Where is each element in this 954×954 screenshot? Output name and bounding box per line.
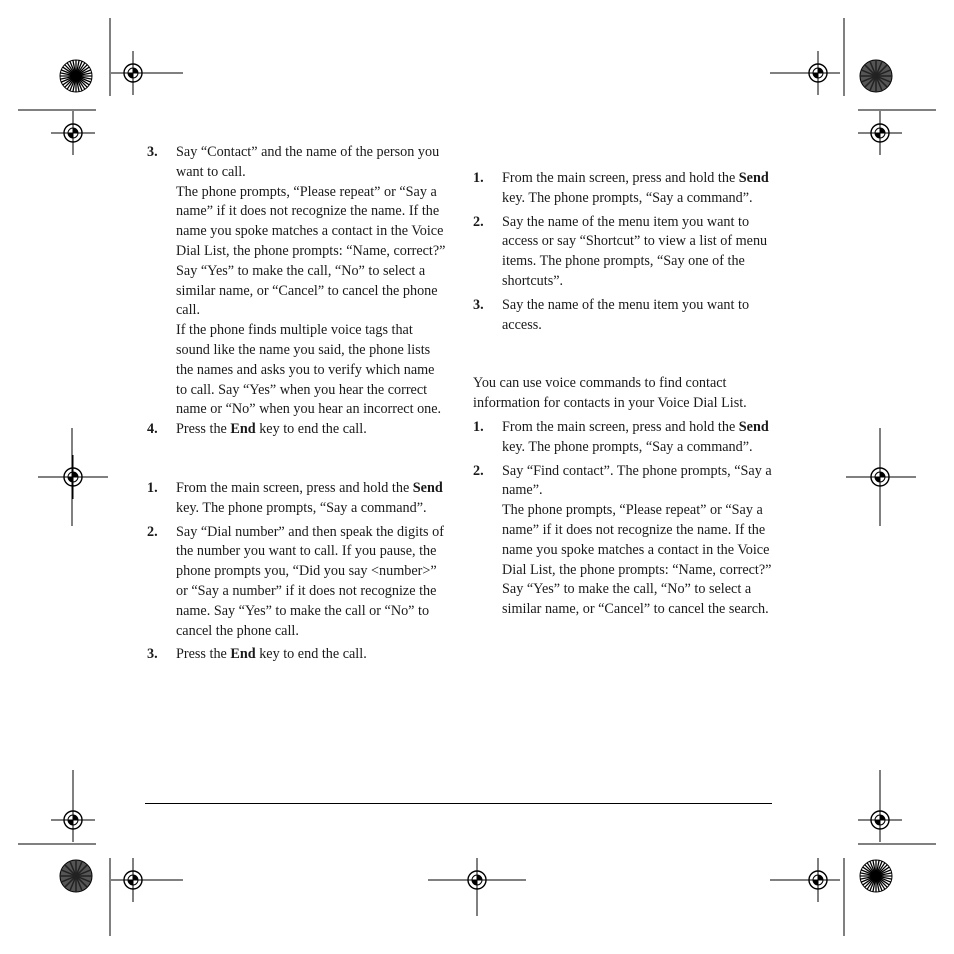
registration-mark-icon [858,111,902,155]
step-text: Say the name of the menu item you want to access or say “Shortcut” to view a list of menu items. The phone prompts, “Say one of the shortcuts”. [502,213,768,289]
step-number: 1. [473,170,484,186]
step-detail: If the phone finds multiple voice tags that sound like the name you said, the phone lists the names and asks you to verify which name to call. Say “Yes” when you hear the correct name or “No” when you hear an incorrect one. [176,322,442,418]
key-name: Send [412,479,443,496]
step-number: 2. [473,462,484,479]
key-name: End [230,646,256,663]
step-number: 2. [473,213,484,230]
step-number: 1. [473,418,484,435]
step-text: Press the End key to end the call. [176,421,367,438]
starburst-icon [60,860,92,892]
step-detail: The phone prompts, “Please repeat” or “Say a name” if it does not recognize the name. If the name you spoke matches a contact in the Voice Dial List, the phone prompts: “Name, correct?” Say “Yes” to make the call, “No” to select a similar name, or “Cancel” to cancel the phone call. [176,183,446,319]
step-text: From the main screen, press and hold the Send key. The phone prompts, “Say a command”. [502,418,769,455]
step-number: 4. [147,421,158,438]
starburst-icon [60,60,92,92]
intro-paragraph: You can use voice commands to find contact information for contacts in your Voice Dial List. [473,375,747,412]
key-name: End [230,421,256,438]
step-number: 2. [147,523,158,540]
starburst-icon [860,60,892,92]
step-text: From the main screen, press and hold the Send key. The phone prompts, “Say a command”. [502,170,769,206]
key-name: Send [738,170,769,186]
step-text: Say the name of the menu item you want to access. [502,296,750,333]
starburst-icon [860,860,892,892]
step-text: From the main screen, press and hold the Send key. The phone prompts, “Say a command”. [176,479,443,516]
step-text: Say “Dial number” and then speak the digits of the number you want to call. If you pause, the phone prompts you, “Did you say <number>” or “Say a number” if it does not recognize the name. Say “Yes” to make the call or “No” to cancel the phone call. [176,523,444,639]
registration-mark-icon [51,111,95,155]
step-number: 3. [147,646,158,663]
step-number: 1. [147,479,158,496]
key-name: Send [738,418,769,435]
step-text: Say “Contact” and the name of the person you want to call. [176,144,440,180]
step-text: Press the End key to end the call. [176,646,367,663]
step-detail: The phone prompts, “Please repeat” or “Say a name” if it does not recognize the name. If the name you spoke matches a contact in the Voice Dial List, the phone prompts: “Name, correct?” Say “Yes” to make the call, “No” to select a similar name, or “Cancel” to cancel the search. [502,502,772,618]
step-number: 3. [147,144,158,160]
step-number: 3. [473,296,484,313]
step-text: Say “Find contact”. The phone prompts, “Say a name”. [502,462,772,499]
